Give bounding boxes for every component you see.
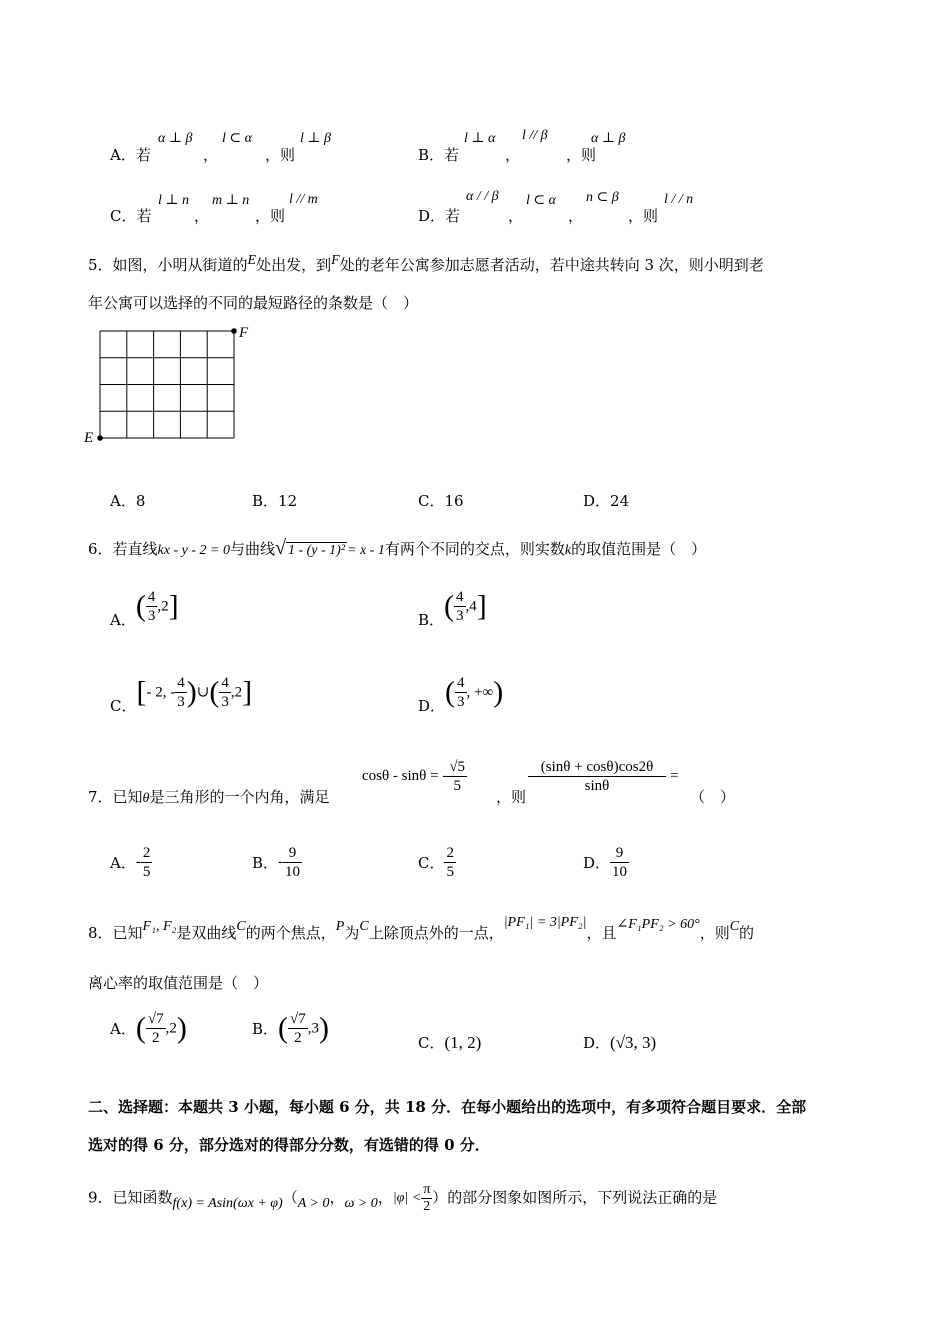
q4-option-d: D．若 <box>418 207 461 225</box>
q8-stem-line2: 离心率的取值范围是（ ） <box>88 974 269 992</box>
q4-b-cond1: l ⊥ α <box>464 131 496 146</box>
q4-c-cond1: l ⊥ n <box>158 193 190 208</box>
q4-a-cond2: l ⊂ α <box>222 131 252 146</box>
q4-option-b: B．若 <box>418 146 460 164</box>
q4-d-cond2: l ⊂ α <box>526 193 556 208</box>
q6-option-a: A．( $\frac{4}{3}$ ,2] <box>110 589 179 629</box>
street-grid-figure <box>80 318 270 453</box>
q5-option-c: C．16 <box>418 492 464 510</box>
q4-c-conclusion: l // m <box>289 192 318 207</box>
section2-heading-line1: 二、选择题：本题共 3 小题，每小题 6 分，共 18 分．在每小题给出的选项中，有多项符合题目要求．全部 <box>88 1098 807 1116</box>
q8-stem-line1: 8．已知F₁, F₂是双曲线C的两个焦点，P为C上除顶点外的一点，|PF₁| = 3|PF₂|，且∠F₁PF₂ > 60°，则C的 <box>88 915 755 942</box>
q7-option-a: A．- $\frac{2}{5}$ <box>110 845 151 880</box>
q7-blank: （ ） <box>690 788 736 806</box>
q8-option-d: D．(√3, 3) <box>583 1033 657 1052</box>
q6-option-c: C．[- 2, - $\frac{4}{3}$ )∪( $\frac{4}{3}$ ,2] <box>110 675 253 715</box>
q4-c-comma: ， <box>194 207 210 225</box>
q4-d-then: ，则 <box>628 207 659 225</box>
q5-option-d: D．24 <box>583 492 630 510</box>
q8-option-b: B．( $\frac{√7}{2}$ ,3) <box>252 1011 330 1046</box>
sqrt-sign: √ <box>274 537 286 559</box>
q6-option-d: D．( $\frac{4}{3}$ , +∞) <box>418 675 504 715</box>
q4-option-c: C．若 <box>110 207 152 225</box>
q4-a-comma: ， <box>203 146 219 164</box>
q4-b-then: ，则 <box>566 146 597 164</box>
q7-option-c: C． $\frac{2}{5}$ <box>418 845 454 880</box>
q4-a-cond1: α ⊥ β <box>158 131 193 146</box>
q4-a-then: ，则 <box>265 146 296 164</box>
q5-stem-line2: 年公寓可以选择的不同的最短路径的条数是（ ） <box>88 294 419 312</box>
q9-stem: 9．已知函数f(x) = Asin(ωx + φ)（A > 0，ω > 0，|φ| < $\frac{\pi}{2}$ ）的部分图象如图所示，下列说法正确的是 <box>88 1182 718 1214</box>
q4-c-then: ，则 <box>255 207 286 225</box>
q4-d-conclusion: l / / n <box>664 192 694 207</box>
q4-b-cond2: l // β <box>522 128 548 143</box>
q4-d-cond1: α / / β <box>466 189 499 204</box>
q7-stem-text: 7．已知θ是三角形的一个内角，满足 <box>88 788 330 806</box>
q4-a-conclusion: l ⊥ β <box>300 131 332 146</box>
q6-radicand: 1 - (y - 1)² <box>287 543 346 558</box>
q4-d-comma: ， <box>508 207 524 225</box>
section2-heading-line2: 选对的得 6 分，部分选对的得部分分数，有选错的得 0 分． <box>88 1136 490 1154</box>
q4-b-conclusion: α ⊥ β <box>591 131 626 146</box>
q4-option-a: A．若 <box>110 146 151 164</box>
q6-option-b: B．( $\frac{4}{3}$ ,4] <box>418 589 487 629</box>
q4-c-cond2: m ⊥ n <box>212 193 250 208</box>
q4-d-cond3: n ⊂ β <box>586 190 619 205</box>
q5-option-b: B．12 <box>252 492 298 510</box>
q8-option-a: A．( $\frac{√7}{2}$ ,2) <box>110 1011 187 1046</box>
q4-d-comma2: ， <box>568 207 584 225</box>
point-e <box>97 435 103 441</box>
q7-expression: $\frac{(\sin\theta + \cos\theta)\cos 2\theta}{\sin\theta}$ = <box>528 758 678 795</box>
q7-option-d: D． $\frac{9}{10}$ <box>583 845 628 880</box>
grid-label-f: F <box>239 325 249 341</box>
grid-label-e: E <box>84 430 94 446</box>
q5-option-a: A．8 <box>110 492 146 510</box>
q5-stem-line1: 5．如图，小明从街道的E处出发，到F处的老年公寓参加志愿者活动，若中途共转向 3 次，则小明到老 <box>88 253 764 274</box>
q7-condition: cosθ - sinθ = - $\frac{√5}{5}$ <box>362 759 466 794</box>
point-f <box>231 328 237 334</box>
q4-b-comma: ， <box>505 146 521 164</box>
q7-then: ，则 <box>496 788 527 806</box>
q8-option-c: C．(1, 2) <box>418 1033 482 1052</box>
q6-stem: 6．若直线kx - y - 2 = 0与曲线√ 1 - (y - 1)² = x - 1有两个不同的交点，则实数k的取值范围是（ ） <box>88 537 707 559</box>
street-grid-lines <box>100 331 234 438</box>
q7-option-b: B．- $\frac{9}{10}$ <box>252 845 301 880</box>
